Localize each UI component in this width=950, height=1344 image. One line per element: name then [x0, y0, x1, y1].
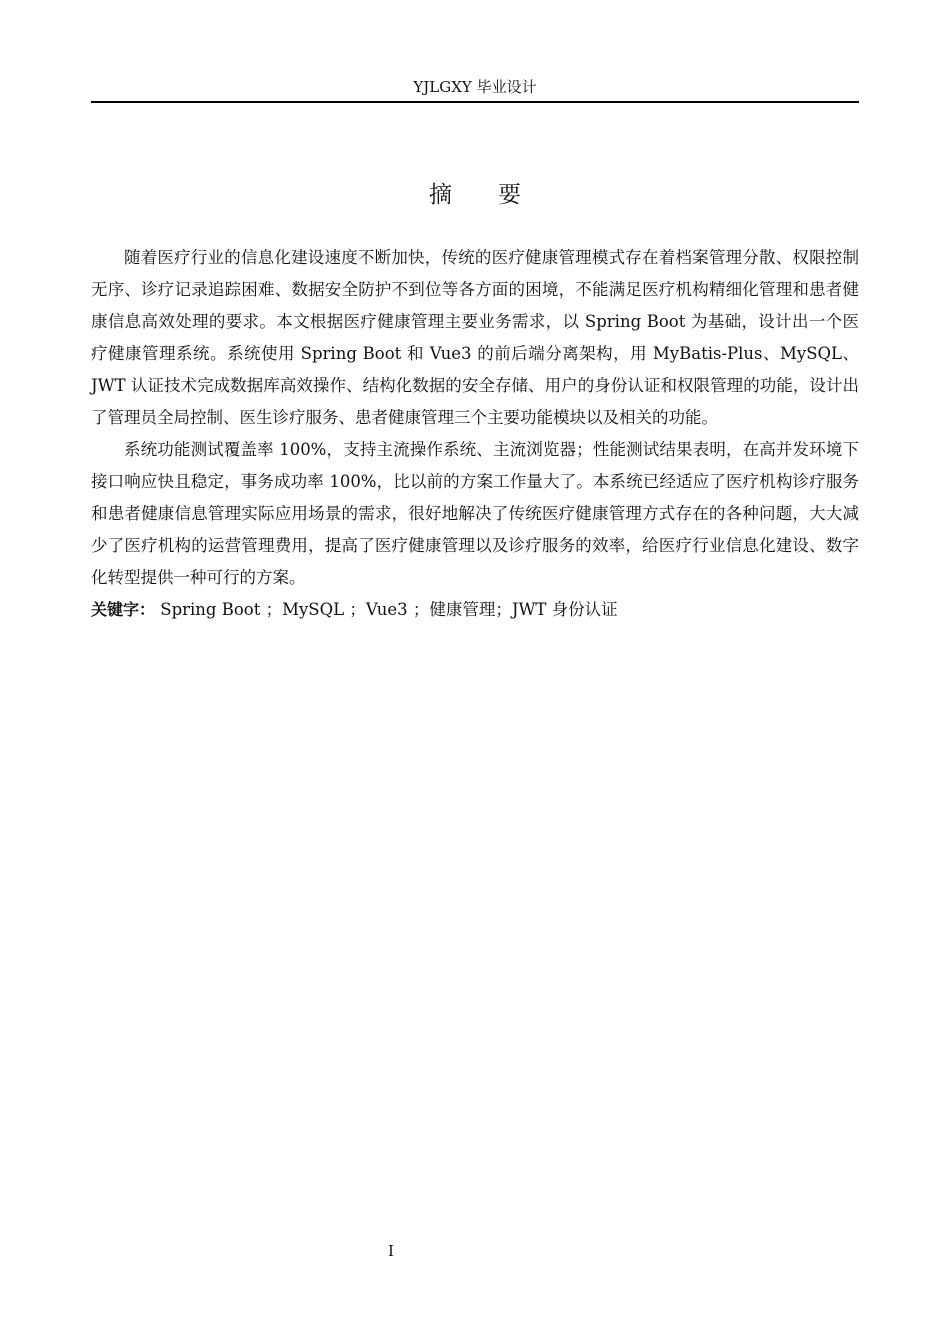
page-number: I [388, 1242, 394, 1260]
keywords-label: 关键字： [91, 600, 156, 619]
abstract-title: 摘要 [429, 182, 567, 208]
abstract-paragraph-2: 系统功能测试覆盖率 100%，支持主流操作系统、主流浏览器；性能测试结果表明，在高并发环境下接口响应快且稳定，事务成功率 100%，比以前的方案工作量大了。本系统已经适应了医疗机构诊疗服务和患者健康信息管理实际应用场景的需求，很好地解决了传统医疗健康管理方式存在的各种问题，大大减少了医疗机构的运营管理费用，提高了医疗健康管理以及诊疗服务的效率，给医疗行业信息化建设、数字化转型提供一种可行的方案。 [91, 440, 859, 587]
page-header: YJLGXY 毕业设计 [91, 76, 859, 103]
keywords-line [91, 594, 859, 626]
keywords-text: Spring Boot ；MySQL ；Vue3 ；健康管理；JWT 身份认证 [155, 600, 618, 619]
abstract-paragraph-1: 随着医疗行业的信息化建设速度不断加快，传统的医疗健康管理模式存在着档案管理分散、权限控制无序、诊疗记录追踪困难、数据安全防护不到位等各方面的困境，不能满足医疗机构精细化管理和患者健康信息高效处理的要求。本文根据医疗健康管理主要业务需求，以 Spring Boot 为基础，设计出一个医疗健康管理系统。系统使用 Spring Boot 和 Vue3 的前后端分离架构，用 MyBatis-Plus、MySQL、JWT 认证技术完成数据库高效操作、结构化数据的安全存储、用户的身份认证和权限管理的功能，设计出了管理员全局控制、医生诊疗服务、患者健康管理三个主要功能模块以及相关的功能。 [91, 248, 859, 427]
abstract-body [91, 242, 859, 626]
